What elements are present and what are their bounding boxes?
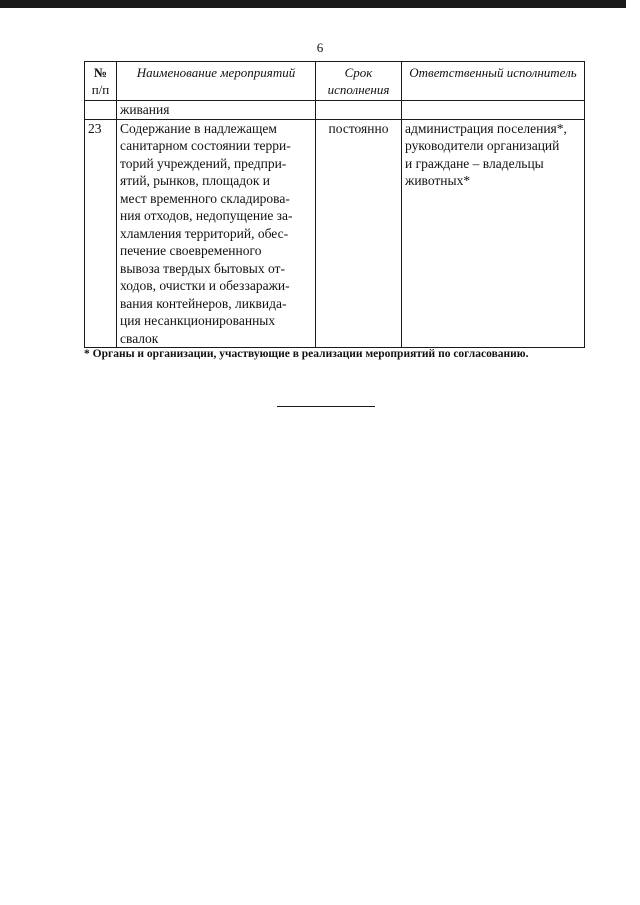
header-responsible: Ответственный исполнитель [402,62,585,101]
header-number-symbol: № [93,65,108,80]
continued-number-cell [85,101,117,120]
row-responsible-cell: администрация поселения*, руководители организаций и граждане – владельцы животных* [402,119,585,348]
continued-term-cell [316,101,402,120]
page-number: 6 [316,40,324,55]
continued-responsible-cell [402,101,585,120]
header-number-abbrev: п/п [91,82,110,97]
row-number-cell: 23 [85,119,117,348]
header-number [85,62,117,101]
header-name: Наименование мероприятий [117,62,316,101]
scan-top-border [0,0,626,8]
table-header-row [85,62,585,101]
table-row-continued [85,101,585,120]
measures-table [84,61,585,348]
row-term-cell: постоянно [316,119,402,348]
table-row [85,119,585,348]
row-name-cell: Содержание в надлежащем санитарном состоянии терри- торий учреждений, предпри- ятий, рынков, площадок и мест временного складирова- ния отходов, недопущение за- хламления территорий, обес- печение своевременного вывоза твердых бытовых от- ходов, очистки и обеззаражи- вания контейнеров, ликвида- ция несанкционированных свалок [117,119,316,348]
continued-name-cell: живания [117,101,316,120]
header-term: Срок исполнения [316,62,402,101]
end-separator-line [277,406,375,407]
footnote: * Органы и организации, участвующие в реализации мероприятий по согласованию. [84,348,529,360]
